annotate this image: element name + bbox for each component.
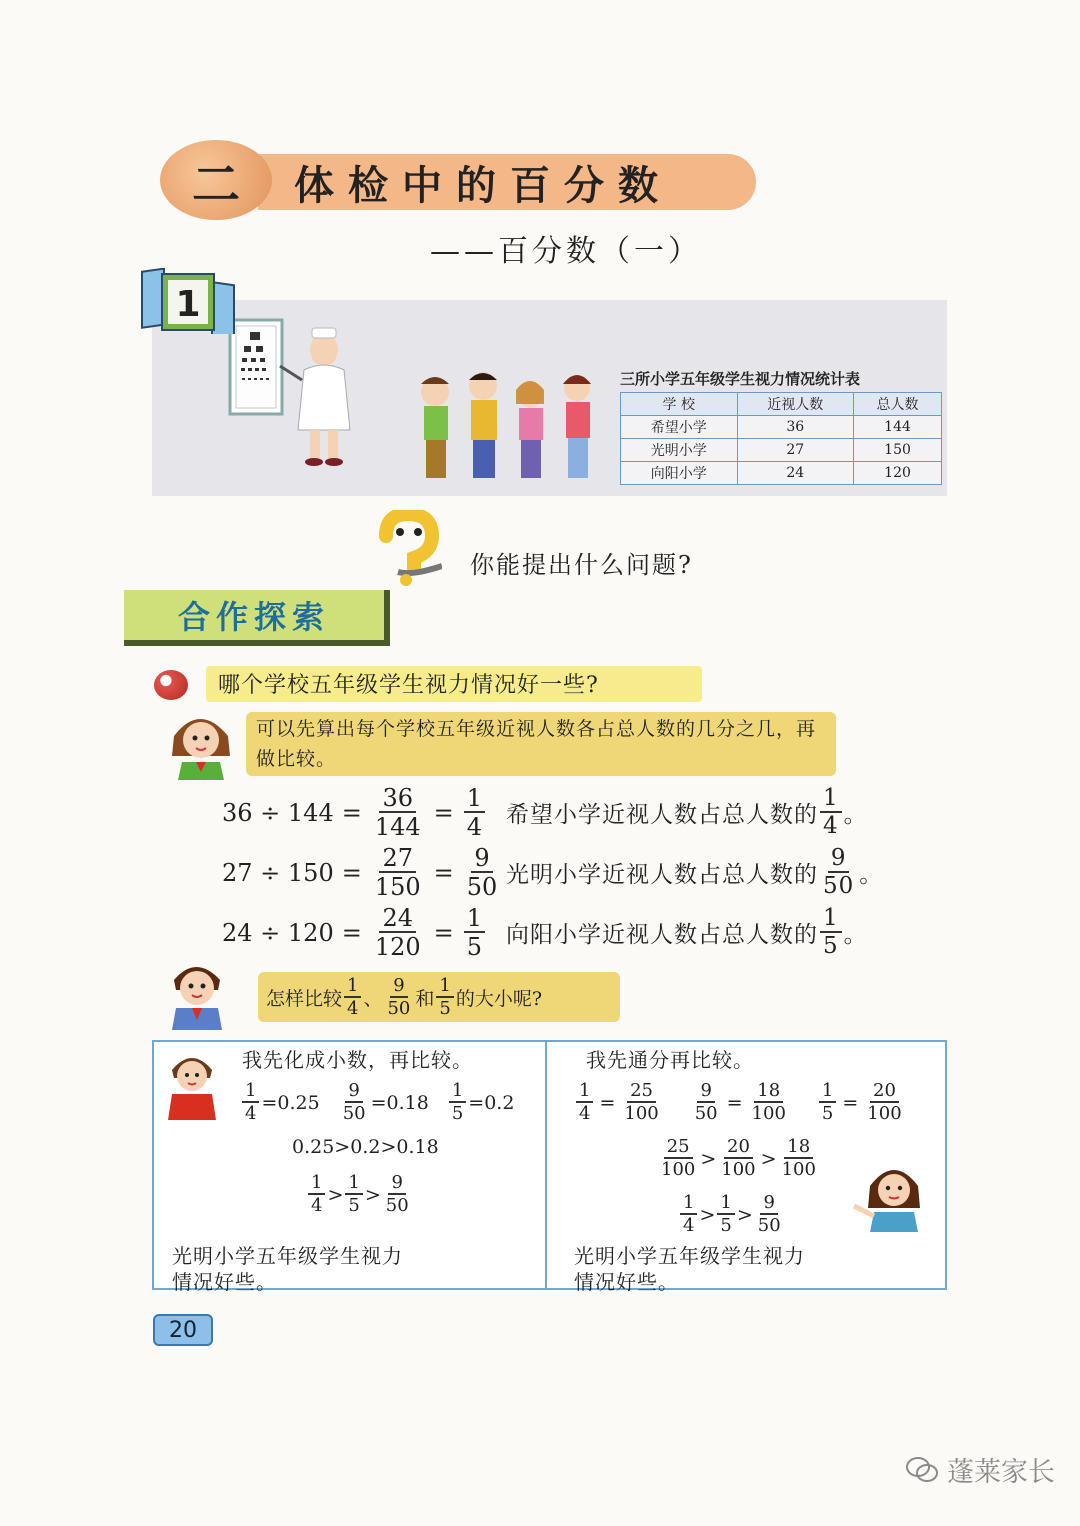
fraction: $\frac{1}{4}$ [344,977,361,1018]
equals: = [433,798,454,827]
equals: = [341,918,362,947]
fraction: $\frac{24}{120}$ [374,904,421,961]
cell: 希望小学 [621,416,738,439]
calculation-row [222,904,868,961]
fraction: $\frac{27}{150}$ [374,844,421,901]
left-fraction-compare: $\frac{1}{4}$ > $\frac{1}{5}$ > $\frac{9}{50}$ [306,1174,414,1215]
chapter-title: 体检中的百分数 [258,154,756,210]
division-expression: 36 ÷ 144 [222,798,334,827]
hint-bubble: 可以先算出每个学校五年级近视人数各占总人数的几分之几，再做比较。 [246,712,836,776]
equals: = [341,858,362,887]
compare-question-bubble: 怎样比较 $\frac{1}{4}$ 、 $\frac{9}{50}$ 和 $\frac{1}{5}$ 的大小呢? [258,972,620,1022]
division-expression: 24 ÷ 120 [222,918,334,947]
calculation-row [222,844,884,901]
section-header: 合作探索 [124,590,390,646]
page-number: 20 [153,1314,213,1346]
cell: 向阳小学 [621,462,738,485]
left-conclusion-line1: 光明小学五年级学生视力 [172,1244,403,1268]
cell: 150 [854,439,942,462]
cell: 36 [737,416,854,439]
chapter-banner [160,140,756,220]
doctor-figure [280,328,350,466]
cell: 144 [854,416,942,439]
boy-character [156,954,240,1034]
right-common-denominator: $\frac{1}{4}$ = $\frac{25}{100}$ $\frac{9}{50}$ = $\frac{18}{100}$ $\frac{1}{5}$ = $\frac{20}{100}$ [574,1082,907,1123]
left-decimal-conversions: $\frac{1}{4}$ =0.25 $\frac{9}{50}$ =0.18 $\frac{1}{5}$ =0.2 [240,1082,514,1123]
table-header-row [621,393,942,416]
cell: 24 [737,462,854,485]
calculation-row [222,784,868,841]
col-header-myopia: 近视人数 [737,393,854,416]
col-header-school: 学 校 [621,393,738,416]
result-text: 希望小学近视人数占总人数的 $\frac{1}{4}$ 。 [506,785,868,839]
watermark-text: 蓬莱家长 [947,1457,1055,1488]
cell: 27 [737,439,854,462]
right-conclusion-line1: 光明小学五年级学生视力 [574,1244,805,1268]
cell: 120 [854,462,942,485]
question-text: 你能提出什么问题? [470,551,693,579]
fraction: $\frac{9}{50}$ [466,844,498,901]
fraction: $\frac{1}{5}$ [436,977,453,1018]
table-row [621,416,942,439]
right-hundredths-compare: $\frac{25}{100}$ > $\frac{20}{100}$ > $\frac{18}{100}$ [661,1136,816,1180]
fraction: $\frac{9}{50}$ [387,974,411,1019]
problem-statement: 哪个学校五年级学生视力情况好一些? [206,666,702,702]
equals: = [341,798,362,827]
children-figures [421,372,591,478]
fraction: $\frac{1}{4}$ [464,786,485,839]
left-method-intro: 我先化成小数，再比较。 [242,1048,473,1072]
chapter-subtitle: ——百分数（一） [430,234,702,269]
table-row [621,462,942,485]
right-conclusion-line2: 情况好些。 [574,1270,679,1294]
cell: 光明小学 [621,439,738,462]
division-expression: 27 ÷ 150 [222,858,334,887]
fraction: $\frac{1}{5}$ [464,906,485,959]
question-mark-icon [372,510,442,588]
wechat-icon [905,1455,939,1485]
left-decimal-compare: 0.25>0.2>0.18 [292,1136,439,1158]
girl-small-character [850,1156,934,1236]
equals: = [433,858,454,887]
equals: = [433,918,454,947]
result-text: 光明小学近视人数占总人数的 $\frac{9}{50}$ 。 [506,845,884,899]
table-title: 三所小学五年级学生视力情况统计表 [620,370,861,388]
col-header-total: 总人数 [854,393,942,416]
table-row [621,439,942,462]
stats-table [620,392,942,485]
lesson-number: 1 [175,284,201,325]
left-conclusion-line2: 情况好些。 [172,1270,277,1294]
chapter-number: 二 [160,140,272,220]
girl-character [160,706,244,784]
fraction: $\frac{36}{144}$ [374,784,421,841]
lesson-badge [140,268,236,334]
boy-small-character [160,1046,224,1124]
right-fraction-compare: $\frac{1}{4}$ > $\frac{1}{5}$ > $\frac{9}{50}$ [678,1194,786,1235]
methods-divider [545,1040,547,1290]
eye-chart-icon [230,320,282,414]
result-text: 向阳小学近视人数占总人数的 $\frac{1}{5}$ 。 [506,905,868,959]
watermark [905,1450,1055,1489]
bullet-icon [154,670,188,700]
right-method-intro: 我先通分再比较。 [586,1048,754,1072]
